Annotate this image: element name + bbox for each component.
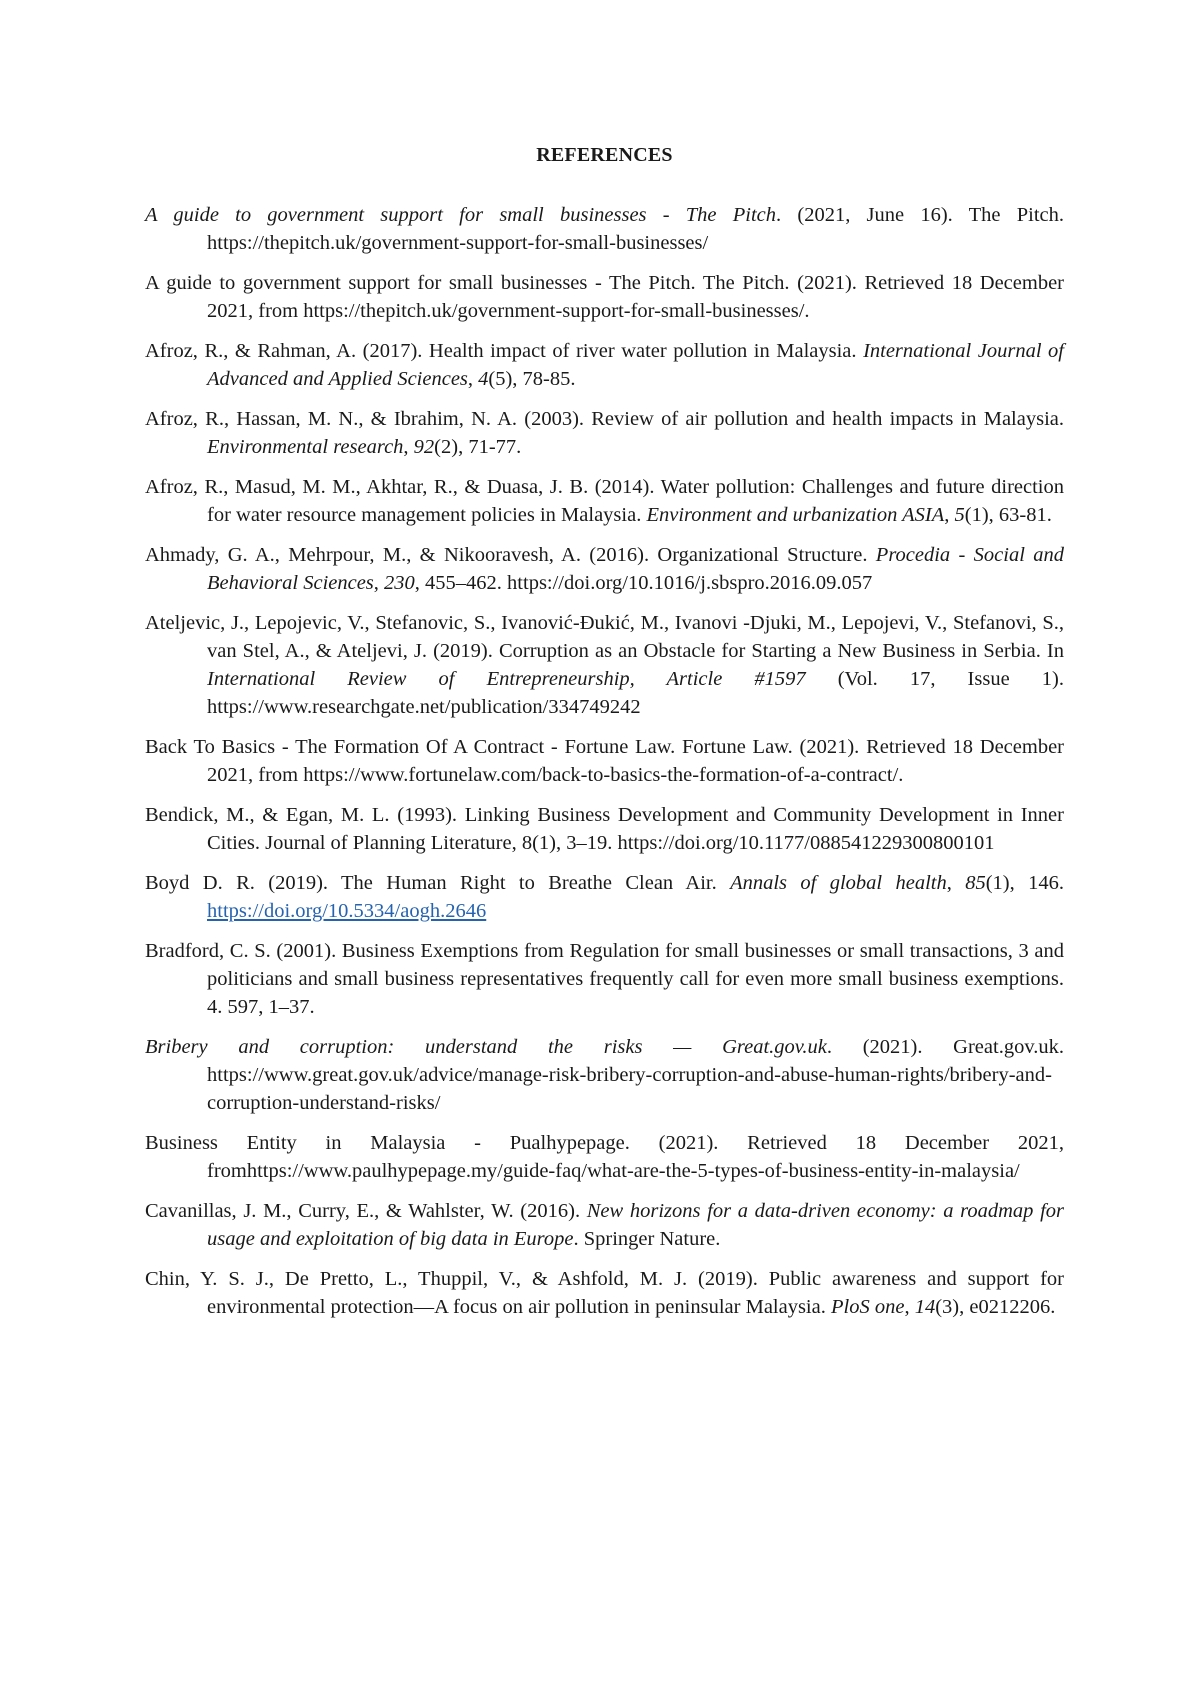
page-title: REFERENCES [536,144,673,166]
reference-entry [145,405,1064,461]
reference-entry [145,801,1064,857]
reference-text: , [467,368,479,390]
reference-text: (3), e0212206. [935,1296,1056,1318]
reference-text: Cavanillas, J. M., Curry, E., & Wahlster, W. (2016). [145,1200,587,1222]
reference-italic-text: Bribery and corruption: understand the risks — Great.gov.uk [145,1036,827,1058]
reference-text: (Vol. 17, Issue 1). https://www.researchgate.net/publication/334749242 [207,668,1064,718]
reference-text: . (2021, June 16). The Pitch. https://thepitch.uk/government-support-for-small-businesses/ [207,204,1064,254]
reference-italic-text: International Review of Entrepreneurship, Article #1597 [207,668,806,690]
reference-text: Afroz, R., Hassan, M. N., & Ibrahim, N. A. (2003). Review of air pollution and health impacts in Malaysia. [145,408,1064,430]
reference-italic-text: Procedia - Social and Behavioral Sciences [207,544,1064,594]
reference-text: Ahmady, G. A., Mehrpour, M., & Nikooravesh, A. (2016). Organizational Structure. [145,544,876,566]
reference-italic-text: International Journal of Advanced and Applied Sciences [207,340,1065,390]
reference-text: (5), 78-85. [488,368,576,390]
reference-text: . (2021). Great.gov.uk. https://www.great.gov.uk/advice/manage-risk-bribery-corruption-and-abuse-human-rights/bribery-and-corruption-understand-risks/ [207,1036,1064,1114]
reference-text: Ateljevic, J., Lepojevic, V., Stefanovic, S., Ivanović-Đukić, M., Ivanovi -Djuki, M., Lepojevi, V., Stefanovi, S., van Stel, A., & Ateljevi, J. (2019). Corruption as an Obstacle for Starting a New Business in Serbia. In [145,612,1064,662]
reference-text: Bradford, C. S. (2001). Business Exemptions from Regulation for small businesses or small transactions, 3 and politicians and small business representatives frequently call for even more small business exemptions. 4. 597, 1–37. [145,940,1064,1018]
reference-italic-text: A guide to government support for small businesses - The Pitch [145,204,777,226]
reference-italic-text: New horizons for a data-driven economy: a roadmap for usage and exploitation of big data in Europe [207,1200,1064,1250]
reference-text: Boyd D. R. (2019). The Human Right to Breathe Clean Air. [145,872,731,894]
doi-link[interactable]: https://doi.org/10.5334/aogh.2646 [207,900,487,922]
reference-italic-text: Environmental research [207,436,404,458]
reference-text: , [373,572,385,594]
reference-entry [145,869,1064,925]
reference-italic-text: Annals of global health [730,872,947,894]
reference-text: , [403,436,414,458]
reference-text: Bendick, M., & Egan, M. L. (1993). Linking Business Development and Community Development in Inner Cities. Journal of Planning Literature, 8(1), 3–19. https://doi.org/10.1177/088541229300800101 [145,804,1064,854]
reference-italic-text: 14 [914,1296,936,1318]
reference-text: Back To Basics - The Formation Of A Contract - Fortune Law. Fortune Law. (2021). Retrieved 18 December 2021, from https://www.fortunelaw.com/back-to-basics-the-formation-of-a-contract/. [145,736,1064,786]
reference-text: . Springer Nature. [573,1228,721,1250]
reference-text: , 455–462. https://doi.org/10.1016/j.sbspro.2016.09.057 [414,572,873,594]
reference-italic-text: 5 [954,504,965,526]
reference-text: , [946,872,966,894]
reference-entry [145,733,1064,789]
reference-entry [145,541,1064,597]
reference-entry [145,1265,1064,1321]
reference-text: Afroz, R., Masud, M. M., Akhtar, R., & Duasa, J. B. (2014). Water pollution: Challenges and future direction for water resource management policies in Malaysia. [145,476,1064,526]
reference-entry [145,473,1064,529]
reference-text: (1), 63-81. [964,504,1052,526]
reference-text: Business Entity in Malaysia - Pualhypepage. (2021). Retrieved 18 December 2021, fromhttps://www.paulhypepage.my/guide-faq/what-are-the-5-types-of-business-entity-in-malaysia/ [145,1132,1064,1182]
reference-entry [145,1033,1064,1117]
reference-entry [145,1197,1064,1253]
reference-text: (2), 71-77. [434,436,522,458]
reference-italic-text: 85 [965,872,986,894]
reference-text: A guide to government support for small businesses - The Pitch. The Pitch. (2021). Retrieved 18 December 2021, from https://thepitch.uk/government-support-for-small-businesses/. [145,272,1064,322]
reference-entry [145,609,1064,721]
reference-text: Afroz, R., & Rahman, A. (2017). Health impact of river water pollution in Malaysia. [145,340,864,362]
reference-entry [145,1129,1064,1185]
reference-text: Chin, Y. S. J., De Pretto, L., Thuppil, V., & Ashfold, M. J. (2019). Public awareness and support for environmental protection—A focus on air pollution in peninsular Malaysia. [145,1268,1064,1318]
reference-italic-text: Environment and urbanization ASIA [646,504,945,526]
reference-italic-text: 230 [384,572,415,594]
reference-text: , [944,504,955,526]
reference-entry [145,337,1064,393]
reference-entry [145,937,1064,1021]
reference-list [145,201,1064,1321]
reference-italic-text: 92 [413,436,435,458]
reference-entry [145,201,1064,257]
reference-text: (1), 146. [985,872,1065,894]
reference-text: , [904,1296,915,1318]
reference-entry [145,269,1064,325]
reference-italic-text: 4 [478,368,489,390]
reference-italic-text: PloS one [830,1296,905,1318]
